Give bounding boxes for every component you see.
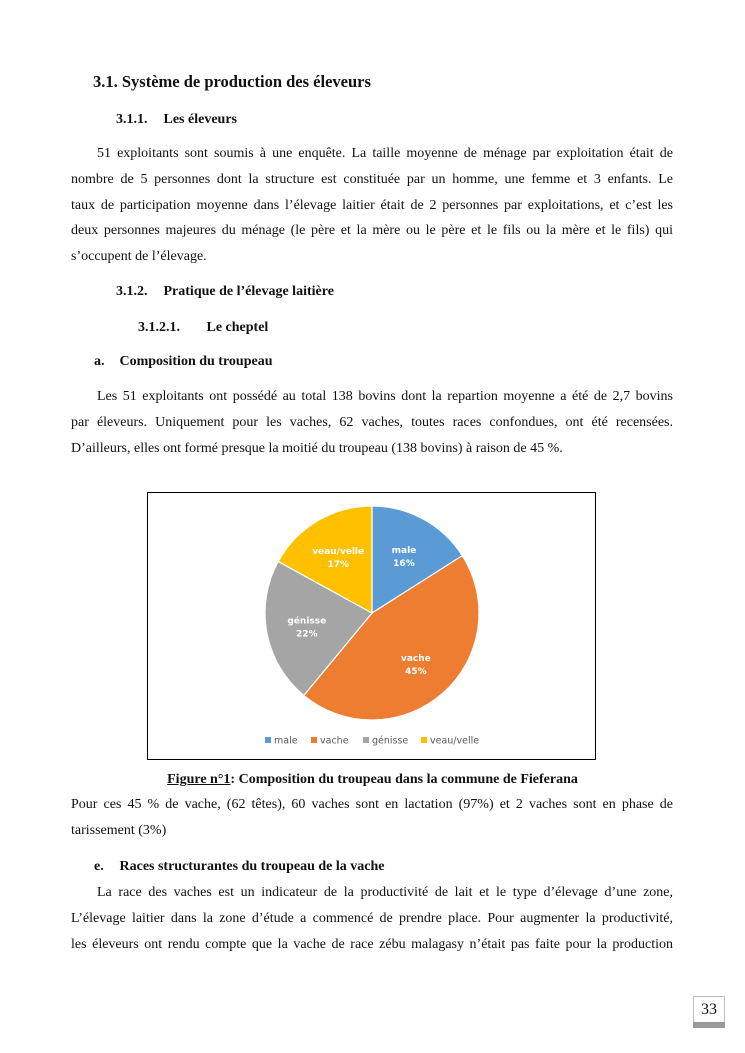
section-number: 3.1.1.	[116, 112, 148, 127]
page-number-bar	[693, 1022, 725, 1028]
data-label-g-nisse: génisse 22%	[287, 616, 327, 640]
legend-label-veau-velle: veau/velle	[430, 735, 480, 747]
legend-swatch-veau-velle	[421, 737, 427, 743]
paragraph-composition	[71, 384, 673, 461]
legend-label-vache: vache	[320, 735, 349, 747]
section-title: Races structurantes du troupeau de la vache	[119, 859, 385, 874]
data-label-vache: vache 45%	[400, 653, 431, 677]
section-title: Composition du troupeau	[119, 354, 273, 369]
text-line: nombre de 5 personnes dont la structure est constituée par un homme, une femme et 3 enfants. Le	[71, 171, 673, 187]
subsection-heading-e	[94, 859, 384, 875]
legend-swatch-male	[265, 737, 271, 743]
legend-label-male: male	[274, 735, 298, 747]
text-line: 51 exploitants sont soumis à une enquête. La taille moyenne de ménage par exploitation était de	[97, 146, 673, 161]
section-title: Système de production des éleveurs	[121, 72, 371, 91]
section-number: 3.1.2.	[116, 284, 148, 299]
paragraph-lactation	[71, 792, 673, 844]
legend-label-g-nisse: génisse	[372, 735, 409, 747]
section-heading-3-1-2-1	[138, 320, 268, 336]
section-title: Le cheptel	[206, 320, 269, 335]
page-number: 33	[693, 996, 725, 1024]
paragraph-eleveurs	[71, 141, 673, 270]
text-line: Les 51 exploitants ont possédé au total 138 bovins dont la repartion moyenne a été de 2,7 bovins	[97, 389, 673, 404]
chart-legend	[250, 727, 488, 753]
section-heading-3-1-2	[116, 284, 334, 300]
section-number: 3.1.2.1.	[138, 320, 180, 335]
text-line: deux personnes majeures du ménage (le père et la mère ou le père et le fils ou la mère et le fils) qui	[71, 223, 673, 239]
text-line: taux de participation moyenne dans l’élevage laitier était de 2 personnes par exploitations, et c’est les	[71, 197, 673, 213]
text-line: les éleveurs ont rendu compte que la vache de race zébu malagasy n’était pas faite pour la production	[71, 936, 673, 952]
text-line: s’occupent de l’élevage.	[71, 249, 207, 265]
text-line: L’élevage laitier dans la zone d’étude a commencé de prendre place. Pour augmenter la productivité,	[71, 910, 673, 926]
text-line: tarissement (3%)	[71, 822, 167, 838]
section-number: e.	[94, 859, 104, 874]
section-number: a.	[94, 354, 105, 369]
subsection-heading-a	[94, 354, 273, 370]
figure-caption	[0, 772, 745, 788]
section-number: 3.1.	[93, 72, 118, 91]
text-line: Pour ces 45 % de vache, (62 têtes), 60 vaches sont en lactation (97%) et 2 vaches sont en phase de	[71, 797, 673, 812]
pie-chart-frame	[147, 492, 596, 760]
legend-swatch-vache	[311, 737, 317, 743]
pie-chart	[148, 493, 595, 759]
legend-swatch-g-nisse	[363, 737, 369, 743]
text-line: La race des vaches est un indicateur de la productivité de lait et le type d’élevage d’une zone,	[97, 885, 673, 900]
text-line: D’ailleurs, elles ont formé presque la moitié du troupeau (138 bovins) à raison de 45 %.	[71, 440, 563, 456]
section-heading-3-1-1	[116, 112, 237, 128]
section-title: Les éleveurs	[163, 112, 237, 127]
section-heading-3-1	[93, 72, 371, 92]
text-line: par éleveurs. Uniquement pour les vaches, 62 vaches, toutes races confondues, ont été recensées.	[71, 414, 673, 430]
data-label-male: male 16%	[391, 545, 417, 569]
section-title: Pratique de l’élevage laitière	[163, 284, 334, 299]
paragraph-races	[71, 880, 673, 957]
figure-caption-text: : Composition du troupeau dans la commune de Fieferana	[230, 772, 578, 787]
data-label-veau-velle: veau/velle 17%	[312, 546, 365, 570]
figure-label: Figure n°1	[167, 772, 231, 787]
